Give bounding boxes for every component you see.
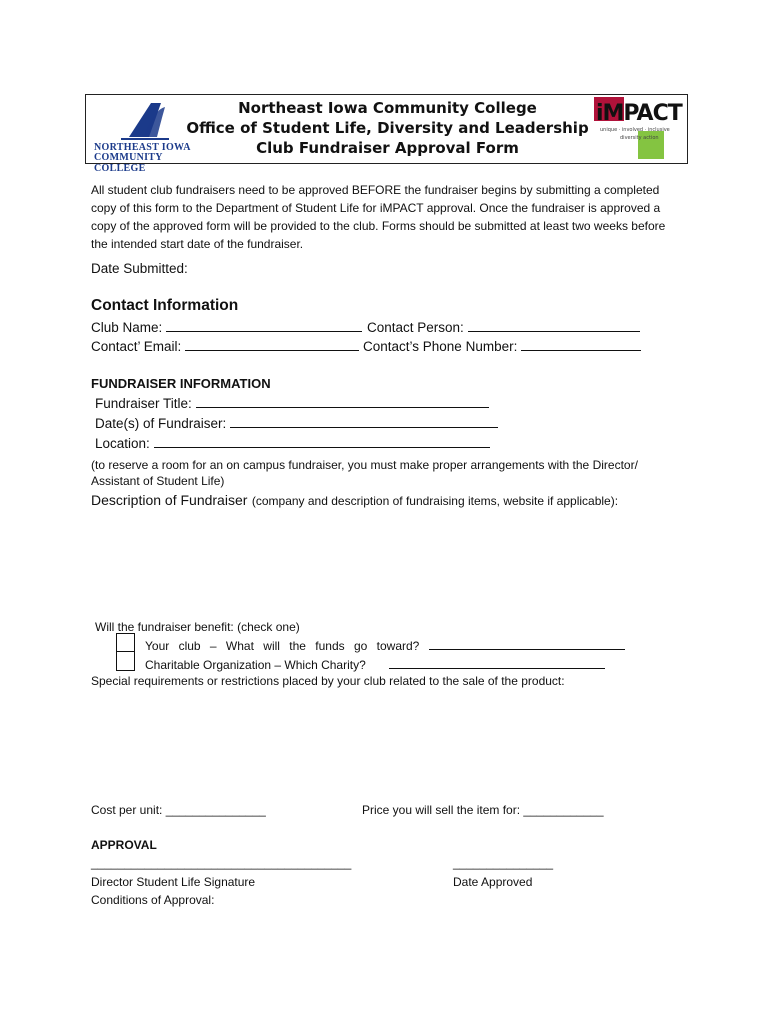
- signature-label: Director Student Life Signature: [91, 875, 256, 889]
- fundraiser-location-label: Location:: [95, 436, 150, 451]
- office-name: Office of Student Life, Diversity and Leadership: [186, 119, 589, 137]
- club-name-field[interactable]: [166, 319, 362, 332]
- cost-per-unit-label: Cost per unit:: [91, 803, 163, 817]
- your-club-field[interactable]: [429, 637, 625, 650]
- sale-price-field[interactable]: ____________: [523, 803, 604, 817]
- contact-email-row: [91, 338, 359, 354]
- charity-checkbox[interactable]: [116, 652, 135, 671]
- description-hint: (company and description of fundraising items, website if applicable):: [251, 494, 619, 508]
- logo-text-line1: NORTHEAST IOWA: [94, 142, 191, 153]
- signature-line[interactable]: _______________________________________: [91, 856, 352, 870]
- contact-person-field[interactable]: [468, 319, 640, 332]
- special-requirements-field[interactable]: [91, 695, 681, 790]
- option-your-club-label: Your club – What will the funds go toward?: [145, 639, 420, 653]
- fundraiser-title-label: Fundraiser Title:: [95, 396, 192, 411]
- date-approved-label: Date Approved: [453, 875, 533, 889]
- fundraiser-location-field[interactable]: [154, 435, 490, 448]
- contact-email-label: Contact’ Email:: [91, 339, 182, 354]
- special-requirements-label: Special requirements or restrictions placed by your club related to the sale of the product:: [91, 674, 565, 688]
- form-title: Club Fundraiser Approval Form: [256, 139, 519, 157]
- date-submitted-label: Date Submitted:: [91, 261, 188, 276]
- description-field[interactable]: [91, 515, 681, 615]
- reserve-note-line2: Assistant of Student Life): [91, 474, 225, 488]
- fundraiser-title-row: [95, 395, 489, 411]
- approval-heading: APPROVAL: [91, 838, 157, 852]
- fundraiser-title-field[interactable]: [196, 395, 489, 408]
- description-row: [91, 492, 618, 510]
- fundraiser-location-row: [95, 435, 490, 451]
- sale-price-label: Price you will sell the item for:: [362, 803, 521, 817]
- contact-person-label: Contact Person:: [367, 320, 464, 335]
- contact-email-field[interactable]: [185, 338, 359, 351]
- description-label: Description of Fundraiser: [91, 492, 248, 508]
- impact-logo: [594, 97, 688, 161]
- contact-phone-field[interactable]: [521, 338, 641, 351]
- option-charity-label: Charitable Organization – Which Charity?: [145, 658, 366, 672]
- conditions-label: Conditions of Approval:: [91, 893, 215, 907]
- reserve-note-line1: (to reserve a room for an on campus fundraiser, you must make proper arrangements with the Director/: [91, 458, 638, 472]
- fundraiser-dates-row: [95, 415, 498, 431]
- form-header: [85, 94, 688, 174]
- fundraiser-heading: FUNDRAISER INFORMATION: [91, 376, 271, 391]
- club-name-row: [91, 319, 362, 335]
- intro-paragraph: All student club fundraisers need to be approved BEFORE the fundraiser begins by submitting a completed copy of this form to the Department of Student Life for iMPACT approval. Once the fundraiser is approved a copy of the approved form will be provided to the club. Forms should be submitted at least two weeks before the intended start date of the fundraiser.: [91, 183, 666, 251]
- your-club-checkbox[interactable]: [116, 633, 135, 652]
- club-name-label: Club Name:: [91, 320, 163, 335]
- fundraiser-dates-field[interactable]: [230, 415, 498, 428]
- contact-person-row: [367, 319, 640, 335]
- impact-tagline: unique · involved · inclusive: [600, 127, 670, 133]
- charity-field[interactable]: [389, 656, 605, 669]
- sale-price-row: [362, 803, 604, 817]
- benefit-question: Will the fundraiser benefit: (check one): [95, 620, 300, 634]
- cost-per-unit-field[interactable]: _______________: [165, 803, 266, 817]
- option-charity: [145, 656, 605, 672]
- date-approved-line[interactable]: _______________: [453, 856, 554, 870]
- college-name: Northeast Iowa Community College: [238, 99, 537, 117]
- fundraiser-dates-label: Date(s) of Fundraiser:: [95, 416, 227, 431]
- option-your-club: [145, 637, 625, 653]
- contact-phone-row: [363, 338, 641, 354]
- contact-phone-label: Contact’s Phone Number:: [363, 339, 518, 354]
- contact-heading: Contact Information: [91, 297, 239, 314]
- cost-per-unit-row: [91, 803, 266, 817]
- impact-tagline-2: diversity action: [620, 135, 659, 141]
- logo-text-line2: COMMUNITY COLLEGE: [94, 152, 163, 174]
- impact-wordmark: iMPACT: [596, 101, 682, 126]
